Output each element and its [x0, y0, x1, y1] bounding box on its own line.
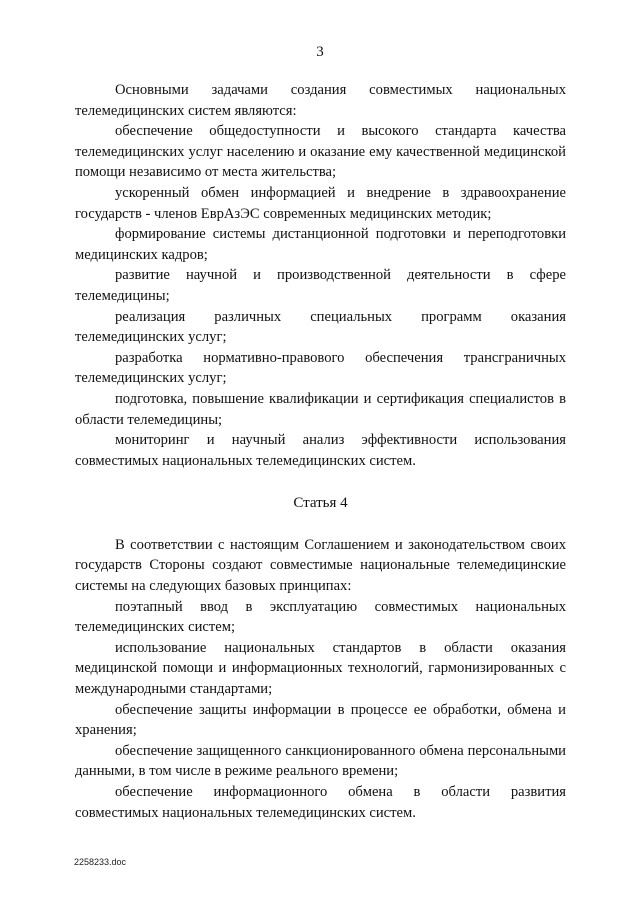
paragraph: обеспечение информационного обмена в области развития совместимых национальных телемедицинских систем. [75, 784, 566, 821]
article-heading: Статья 4 [293, 495, 348, 512]
paragraph: В соответствии с настоящим Соглашением и законодательством своих государств Стороны создают совместимые национальные телемедицинские системы на следующих базовых принципах: [75, 536, 566, 595]
paragraph: обеспечение защиты информации в процессе ее обработки, обмена и хранения; [75, 701, 566, 739]
paragraph: обеспечение защищенного санкционированного обмена персональными данными, в том числе в режиме реального времени; [75, 742, 566, 780]
paragraph: разработка нормативно-правового обеспечения трансграничных телемедицинских услуг; [75, 349, 566, 387]
paragraph: реализация различных специальных программ оказания телемедицинских услуг; [75, 308, 566, 346]
page-number: 3 [316, 44, 324, 60]
paragraph: ускоренный обмен информацией и внедрение в здравоохранение государств - членов ЕврАзЭС современных медицинских методик; [75, 184, 566, 222]
paragraph: развитие научной и производственной деятельности в сфере телемедицины; [75, 267, 566, 304]
paragraph: формирование системы дистанционной подготовки и переподготовки медицинских кадров; [75, 226, 566, 263]
paragraph: мониторинг и научный анализ эффективности использования совместимых национальных телемедицинских систем. [75, 432, 566, 469]
paragraph: подготовка, повышение квалификации и сертификация специалистов в области телемедицины; [75, 390, 566, 428]
document-body [75, 80, 566, 823]
paragraph: обеспечение общедоступности и высокого стандарта качества телемедицинских услуг населению и оказание ему качественной медицинской помощи независимо от места жительства; [75, 123, 566, 181]
paragraph: использование национальных стандартов в области оказания медицинской помощи и информационных технологий, гармонизированных с международными стандартами; [75, 639, 566, 698]
paragraph: поэтапный ввод в эксплуатацию совместимых национальных телемедицинских систем; [75, 598, 566, 636]
paragraph: Основными задачами создания совместимых национальных телемедицинских систем являются: [75, 82, 566, 119]
footer-filename: 2258233.doc [74, 857, 127, 867]
